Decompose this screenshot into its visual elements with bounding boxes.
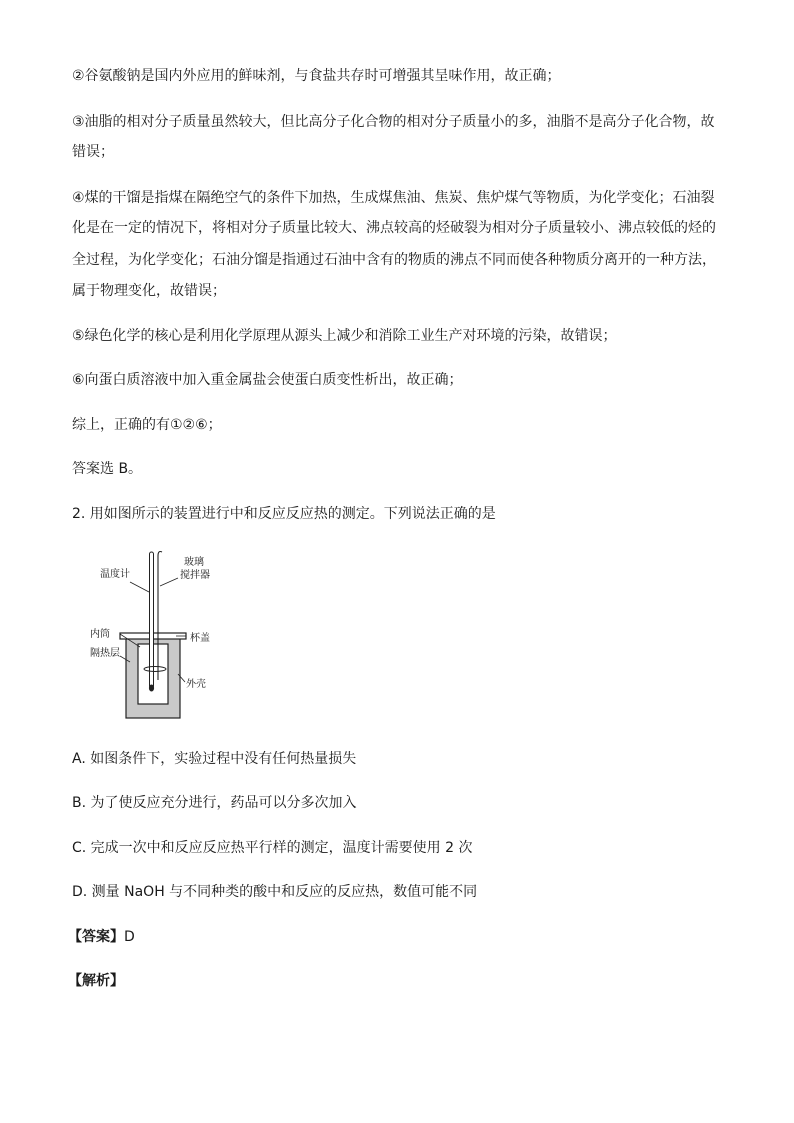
option-d: D. 测量 NaOH 与不同种类的酸中和反应的反应热，数值可能不同 — [72, 884, 478, 900]
label-stirrer-2: 搅拌器 — [180, 570, 210, 581]
answer-tag: 【答案】 — [68, 929, 124, 945]
answer-line — [68, 929, 718, 945]
option-b: B. 为了使反应充分进行，药品可以分多次加入 — [72, 795, 357, 811]
text-line: 错误； — [72, 144, 114, 160]
label-lid: 杯盖 — [190, 633, 210, 644]
text-line: ⑥向蛋白质溶液中加入重金属盐会使蛋白质变性析出，故正确； — [72, 372, 463, 388]
calorimeter-figure — [90, 550, 230, 730]
text-line: ②谷氨酸钠是国内外应用的鲜味剂，与食盐共存时可增强其呈味作用，故正确； — [72, 68, 561, 84]
label-thermometer: 温度计 — [100, 569, 130, 580]
text-line: ⑤绿色化学的核心是利用化学原理从源头上减少和消除工业生产对环境的污染，故错误； — [72, 328, 617, 344]
text-line: 答案选 B。 — [72, 461, 143, 477]
text-line: 属于物理变化，故错误； — [72, 283, 226, 299]
text-line: 全过程，为化学变化；石油分馏是指通过石油中含有的物质的沸点不同而使各种物质分离开的一种方法， — [72, 252, 716, 268]
answer-value: D — [124, 929, 135, 945]
label-inner-cup: 内筒 — [90, 629, 110, 640]
text-line: 综上，正确的有①②⑥； — [72, 417, 222, 433]
text-line: ④煤的干馏是指煤在隔绝空气的条件下加热，生成煤焦油、焦炭、焦炉煤气等物质，为化学变化；石油裂 — [72, 190, 715, 206]
analysis-tag: 【解析】 — [68, 973, 124, 989]
thermometer — [150, 552, 154, 688]
text-line: 化是在一定的情况下，将相对分子质量比较大、沸点较高的烃破裂为相对分子质量较小、沸点较低的烃的 — [72, 220, 716, 236]
option-a: A. 如图条件下，实验过程中没有任何热量损失 — [72, 751, 357, 767]
option-c: C. 完成一次中和反应反应热平行样的测定，温度计需要使用 2 次 — [72, 840, 473, 856]
label-insulation: 隔热层 — [90, 648, 120, 659]
text-line: ③油脂的相对分子质量虽然较大，但比高分子化合物的相对分子质量小的多，油脂不是高分子化合物，故 — [72, 114, 715, 130]
label-outer-shell: 外壳 — [186, 679, 206, 690]
label-stirrer-1: 玻璃 — [184, 557, 204, 568]
question-stem: 2. 用如图所示的装置进行中和反应反应热的测定。下列说法正确的是 — [72, 506, 496, 522]
